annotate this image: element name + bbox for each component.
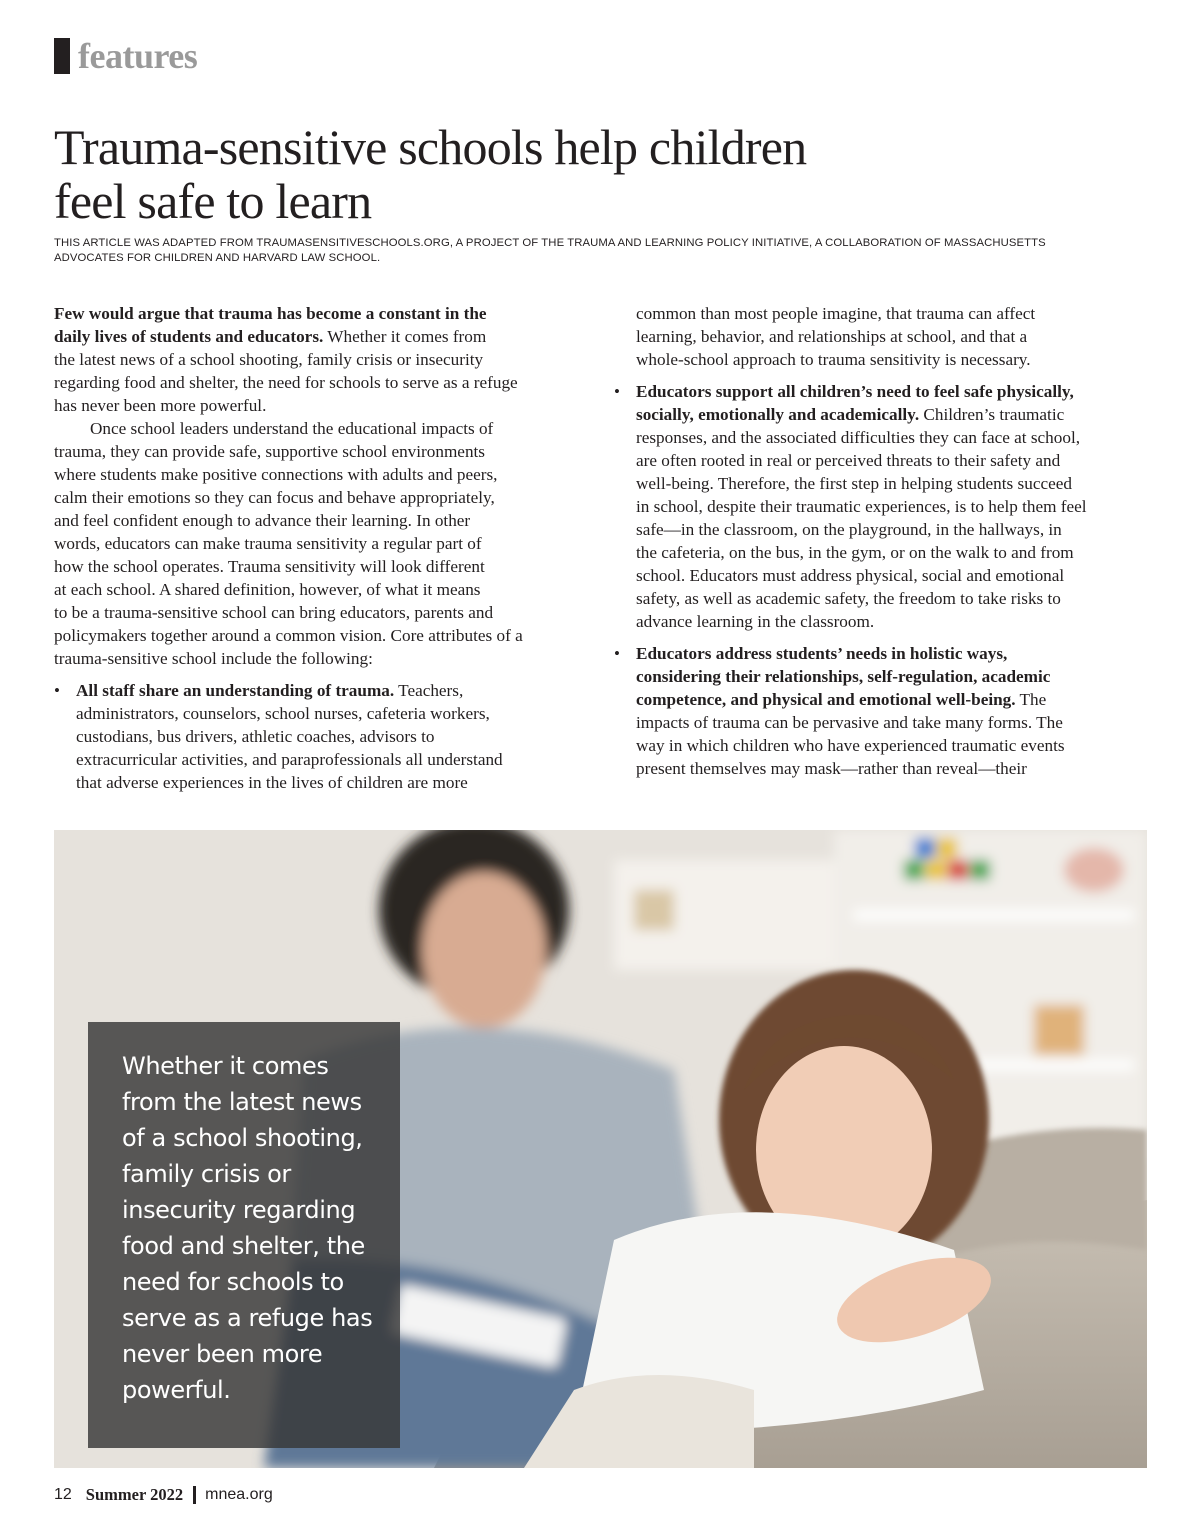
bullet-line: well-being. Therefore, the first step in helping students succeed [636, 474, 1072, 493]
body-line: regarding food and shelter, the need for schools to serve as a refuge [54, 373, 518, 392]
bullet-line: present themselves may mask—rather than reveal—their [636, 759, 1027, 778]
bullet-heading: considering their relationships, self-regulation, academic [636, 667, 1051, 686]
bullet-item [614, 380, 1154, 633]
article-credit [54, 236, 1144, 266]
bullet-line: extracurricular activities, and paraprofessionals all understand [76, 750, 503, 769]
body-line: to be a trauma-sensitive school can bring educators, parents and [54, 603, 494, 622]
pull-quote-line: serve as a refuge has [122, 1304, 373, 1332]
bullet-item [614, 642, 1154, 780]
bullet-line: administrators, counselors, school nurses, cafeteria workers, [76, 704, 490, 723]
lead-rest: Whether it comes from [323, 327, 487, 346]
pull-quote [122, 1048, 392, 1408]
bullet-line: safe—in the classroom, on the playground, in the hallways, in [636, 520, 1062, 539]
pull-quote-line: never been more [122, 1340, 323, 1368]
bullet-dot-icon: • [614, 644, 620, 663]
page-footer [54, 1482, 273, 1508]
section-tag-label: features [78, 36, 198, 76]
bullet-line: in school, despite their traumatic experiences, is to help them feel [636, 497, 1087, 516]
article-headline [54, 120, 1054, 228]
bullet-rest: Children’s traumatic [919, 405, 1065, 424]
bullet-line: way in which children who have experienced traumatic events [636, 736, 1065, 755]
right-column [614, 302, 1154, 780]
body-line: policymakers together around a common vision. Core attributes of a [54, 626, 523, 645]
lead-line-2 [54, 325, 594, 348]
article-photo [54, 830, 1147, 1468]
bullet-line: impacts of trauma can be pervasive and take many forms. The [636, 713, 1063, 732]
bullet-line: the cafeteria, on the bus, in the gym, or on the walk to and from [636, 543, 1074, 562]
headline-line-1: Trauma-sensitive schools help children [54, 119, 807, 175]
bullet-item [54, 679, 594, 794]
pull-quote-line: need for schools to [122, 1268, 344, 1296]
lead-bold-line-1: Few would argue that trauma has become a constant in the [54, 304, 487, 323]
body-line: calm their emotions so they can focus and behave appropriately, [54, 488, 495, 507]
lead-bold-line-2: daily lives of students and educators. [54, 327, 324, 346]
body-line: whole-school approach to trauma sensitivity is necessary. [636, 350, 1031, 369]
bullet-heading: socially, emotionally and academically. [636, 405, 920, 424]
bullet-line [76, 679, 594, 702]
credit-line-1: THIS ARTICLE WAS ADAPTED FROM TRAUMASENSITIVESCHOOLS.ORG, A PROJECT OF THE TRAUMA AND LEARNING POLICY INITIATIVE, A COLLABORATION OF MASSACHUSETTS [54, 237, 1046, 249]
pull-quote-line: insecurity regarding [122, 1196, 356, 1224]
body-line: where students make positive connections with adults and peers, [54, 465, 498, 484]
pull-quote-line: of a school shooting, [122, 1124, 363, 1152]
body-line: words, educators can make trauma sensitivity a regular part of [54, 534, 482, 553]
body-line: at each school. A shared definition, however, of what it means [54, 580, 481, 599]
body-line: and feel confident enough to advance their learning. In other [54, 511, 471, 530]
body-line: how the school operates. Trauma sensitivity will look different [54, 557, 485, 576]
bullet-line [636, 688, 1154, 711]
body-line: Once school leaders understand the educational impacts of [90, 419, 494, 438]
bullet-line: advance learning in the classroom. [636, 612, 875, 631]
bullet-line: custodians, bus drivers, athletic coaches, advisors to [76, 727, 435, 746]
bullet-line [636, 403, 1154, 426]
bullet-rest: Teachers, [394, 681, 464, 700]
body-line: the latest news of a school shooting, family crisis or insecurity [54, 350, 484, 369]
body-line: learning, behavior, and relationships at school, and that a [636, 327, 1028, 346]
left-column [54, 302, 594, 794]
pull-quote-line: food and shelter, the [122, 1232, 365, 1260]
body-line: has never been more powerful. [54, 396, 267, 415]
issue-label: Summer 2022 [85, 1485, 184, 1504]
body-line: common than most people imagine, that trauma can affect [636, 304, 1036, 323]
footer-divider [193, 1486, 196, 1504]
bullet-heading: All staff share an understanding of trauma. [76, 681, 395, 700]
pull-quote-line: family crisis or [122, 1160, 291, 1188]
bullet-line: school. Educators must address physical, social and emotional [636, 566, 1065, 585]
bullet-dot-icon: • [614, 382, 620, 401]
pull-quote-line: Whether it comes [122, 1052, 329, 1080]
body-line: trauma, they can provide safe, supportive school environments [54, 442, 485, 461]
bullet-line: responses, and the associated difficulties they can face at school, [636, 428, 1081, 447]
bullet-line: that adverse experiences in the lives of children are more [76, 773, 468, 792]
bullet-rest: The [1015, 690, 1047, 709]
bullet-heading: Educators support all children’s need to feel safe physically, [636, 382, 1074, 401]
bullet-line: safety, as well as academic safety, the freedom to take risks to [636, 589, 1061, 608]
credit-line-2: ADVOCATES FOR CHILDREN AND HARVARD LAW SCHOOL. [54, 252, 381, 264]
section-tag-bar [54, 38, 70, 74]
body-line: trauma-sensitive school include the following: [54, 649, 373, 668]
bullet-dot-icon: • [54, 681, 60, 700]
headline-line-2: feel safe to learn [54, 173, 372, 229]
pull-quote-line: from the latest news [122, 1088, 362, 1116]
bullet-heading: competence, and physical and emotional well-being. [636, 690, 1016, 709]
section-tag [54, 36, 197, 76]
page-number: 12 [54, 1486, 72, 1503]
bullet-line: are often rooted in real or perceived threats to their safety and [636, 451, 1061, 470]
pull-quote-line: powerful. [122, 1376, 231, 1404]
bullet-continuation [614, 302, 1154, 371]
site-link[interactable]: mnea.org [205, 1486, 273, 1503]
bullet-heading: Educators address students’ needs in holistic ways, [636, 644, 1008, 663]
pull-quote-box [88, 1022, 400, 1448]
